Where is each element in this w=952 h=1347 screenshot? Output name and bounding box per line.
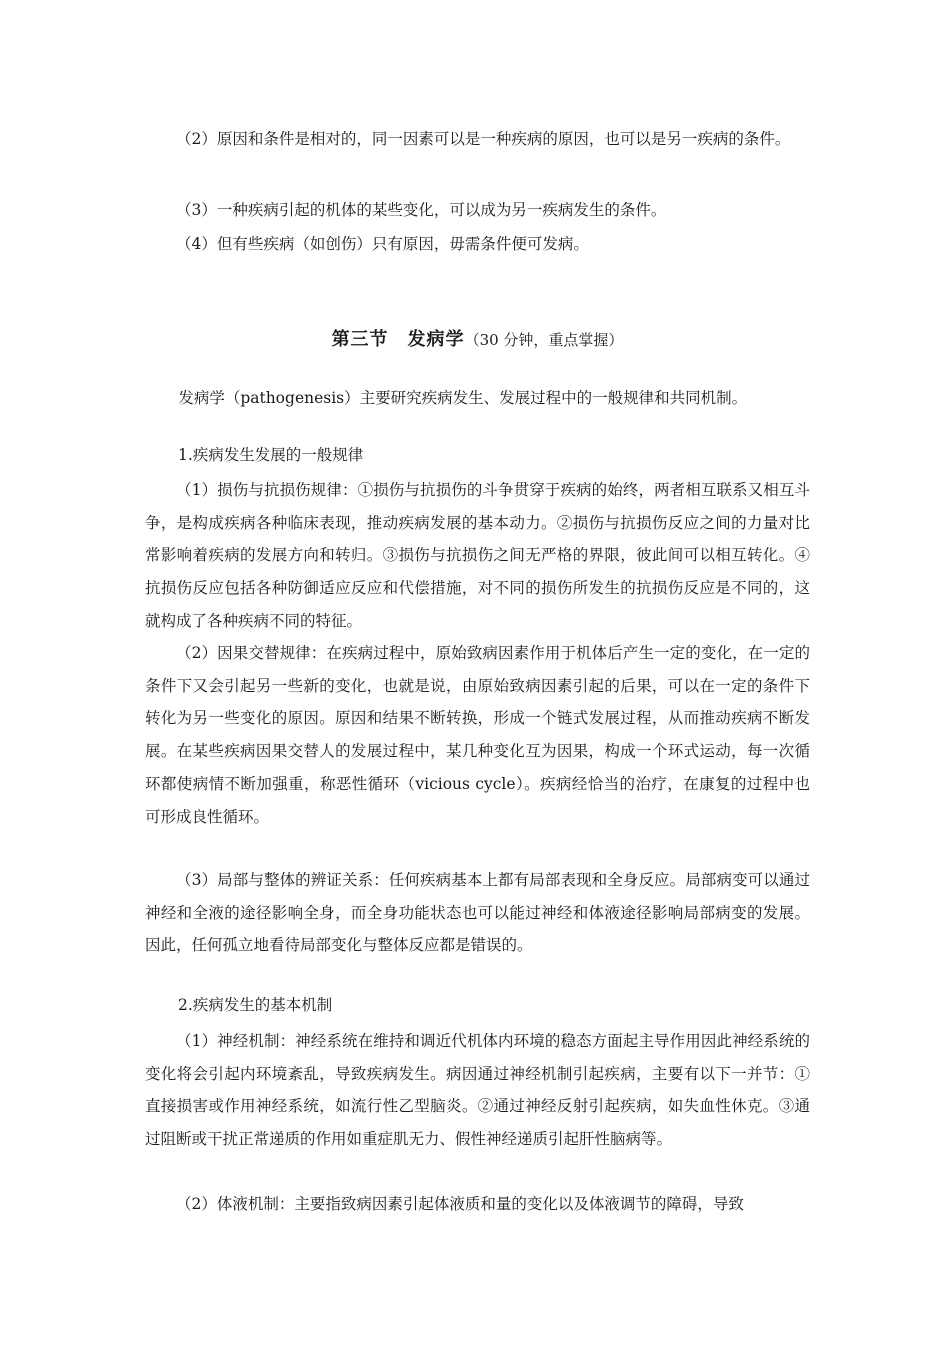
section-intro: 发病学（pathogenesis）主要研究疾病发生、发展过程中的一般规律和共同机制。 bbox=[178, 389, 748, 407]
intro-item-2: （2）原因和条件是相对的，同一因素可以是一种疾病的原因，也可以是另一疾病的条件。 bbox=[176, 130, 791, 148]
part2-paragraph-2: （2）体液机制：主要指致病因素引起体液质和量的变化以及体液调节的障碍，导致 bbox=[176, 1195, 744, 1213]
intro-item-4: （4）但有些疾病（如创伤）只有原因，毋需条件便可发病。 bbox=[176, 235, 589, 253]
part1-paragraph-2: （2）因果交替规律：在疾病过程中，原始致病因素作用于机体后产生一定的变化，在一定的条件下又会引起另一些新的变化，也就是说，由原始致病因素引起的后果，可以在一定的条件下转化为另一些变化的原因。原因和结果不断转换，形成一个链式发展过程，从而推动疾病不断发展。在某些疾病因果交替人的发展过程中，某几种变化互为因果，构成一个环式运动，每一次循环都使病情不断加强重，称恶性循环（vicious cycle）。疾病经恰当的治疗，在康复的过程中也可形成良性循环。 bbox=[145, 644, 810, 826]
section-title: 第三节 发病学 bbox=[331, 329, 465, 350]
part2-heading: 2.疾病发生的基本机制 bbox=[178, 996, 333, 1014]
part1-paragraph-1: （1）损伤与抗损伤规律：①损伤与抗损伤的斗争贯穿于疾病的始终，两者相互联系又相互斗争，是构成疾病各种临床表现，推动疾病发展的基本动力。②损伤与抗损伤反应之间的力量对比常影响着疾病的发展方向和转归。③损伤与抗损伤之间无严格的界限，彼此间可以相互转化。④抗损伤反应包括各种防御适应反应和代偿措施，对不同的损伤所发生的抗损伤反应是不同的，这就构成了各种疾病不同的特征。 bbox=[145, 481, 810, 630]
part1-paragraph-3: （3）局部与整体的辨证关系：任何疾病基本上都有局部表现和全身反应。局部病变可以通过神经和全液的途径影响全身，而全身功能状态也可以能过神经和体液途径影响局部病变的发展。因此，任何孤立地看待局部变化与整体反应都是错误的。 bbox=[145, 871, 810, 955]
section-heading bbox=[145, 322, 810, 358]
part1-heading: 1.疾病发生发展的一般规律 bbox=[178, 446, 364, 464]
intro-item-3: （3）一种疾病引起的机体的某些变化，可以成为另一疾病发生的条件。 bbox=[176, 201, 667, 219]
section-note: （30 分钟，重点掌握） bbox=[464, 331, 624, 349]
part2-paragraph-1: （1）神经机制：神经系统在维持和调近代机体内环境的稳态方面起主导作用因此神经系统的变化将会引起内环境紊乱，导致疾病发生。病因通过神经机制引起疾病，主要有以下一并节：①直接损害或作用神经系统，如流行性乙型脑炎。②通过神经反射引起疾病，如失血性休克。③通过阻断或干扰正常递质的作用如重症肌无力、假性神经递质引起肝性脑病等。 bbox=[145, 1032, 810, 1149]
